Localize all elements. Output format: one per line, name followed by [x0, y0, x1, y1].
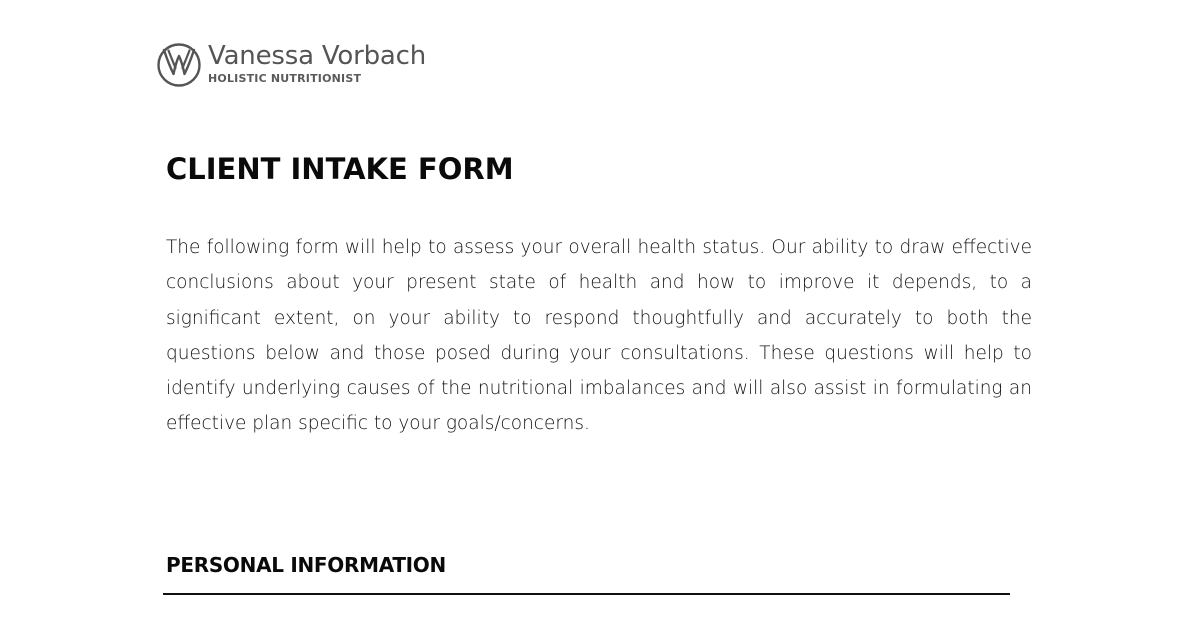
brand-tagline: HOLISTIC NUTRITIONIST [208, 72, 362, 85]
intro-paragraph: The following form will help to assess your overall health status. Our ability to draw effective conclusions about your present state of health and how to improve it depends, to a significant extent, on your ability to respond thoughtfully and accurately to both the questions below and those posed during your consultations. These questions will help to identify underlying causes of the nutritional imbalances and will also assist in formulating an effective plan specific to your goals/concerns. [166, 237, 1032, 435]
brand-logo [156, 38, 426, 90]
page-title: CLIENT INTAKE FORM [166, 152, 514, 186]
vv-circle-monogram-icon [156, 41, 202, 87]
section-divider [163, 593, 1010, 595]
brand-name: Vanessa Vorbach [208, 41, 427, 71]
brand-text [208, 42, 426, 86]
section-heading-personal-information: PERSONAL INFORMATION [166, 553, 446, 577]
